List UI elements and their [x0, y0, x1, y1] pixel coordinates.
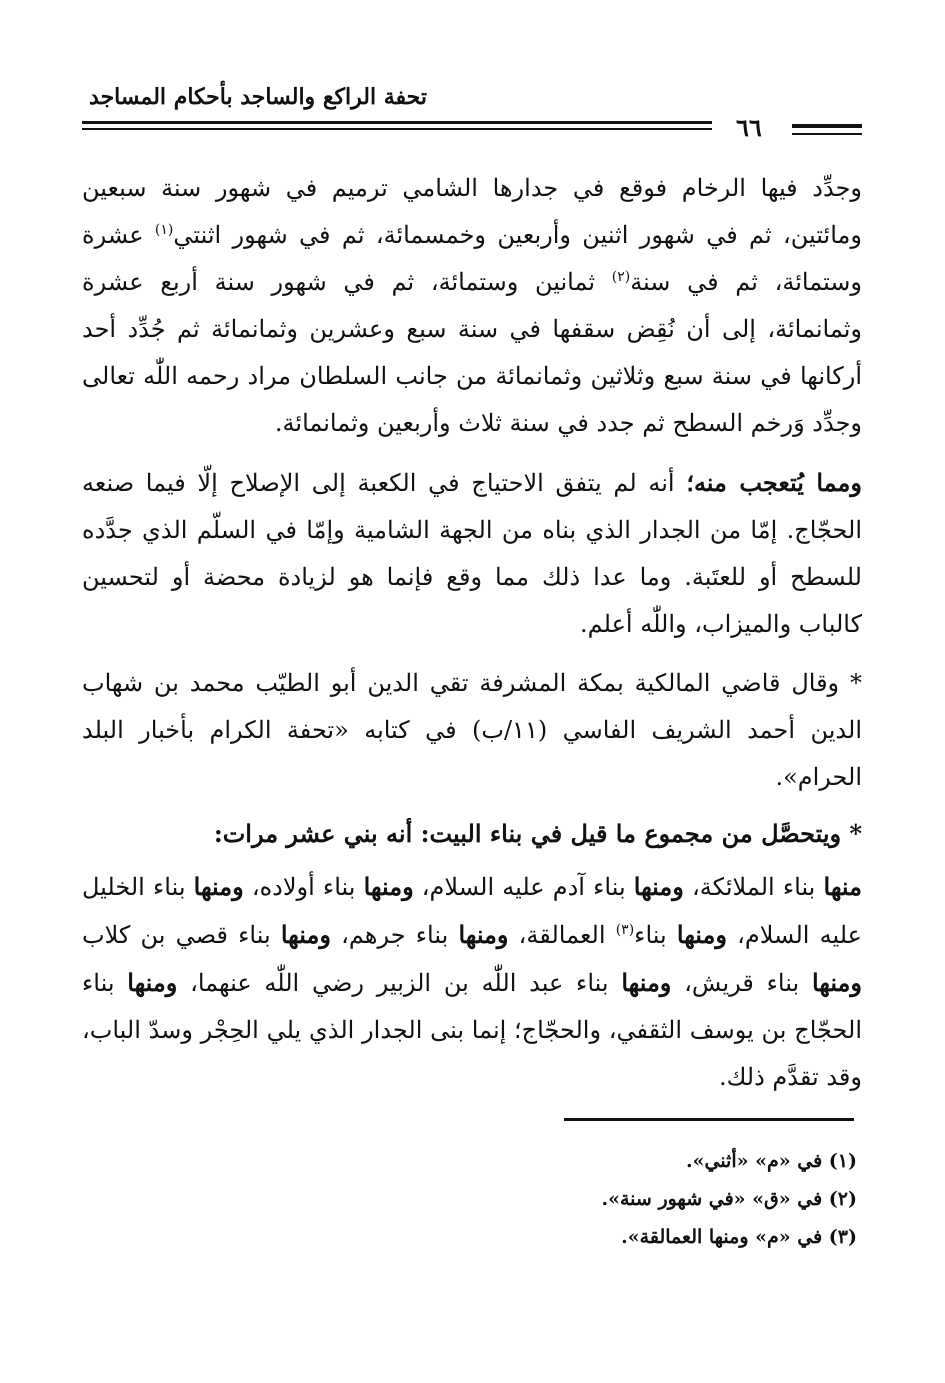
text-run: * وقال قاضي المالكية بمكة المشرفة تقي الدين أبو الطيّب محمد بن شهاب الدين أحمد الشريف الفاسي (١١/ب) في كتابه «تحفة الكرام بأخبار البلد الحرام». [82, 669, 862, 791]
text-run: بناء جرهم، [330, 921, 459, 949]
page-number: ٦٦ [736, 113, 762, 142]
text-run: بناء الملائكة، [683, 873, 824, 901]
text-run: وجدِّد فيها الرخام فوقع في جدارها الشامي ترميم في شهور سنة سبعين ومائتين، ثم في شهور اثنين وأربعين وخمسمائة، ثم في شهور اثنتي [82, 174, 862, 249]
paragraph-wonder [82, 459, 862, 648]
paragraph-lead: ومما يُتعجب منه؛ [686, 468, 863, 497]
main-text [82, 165, 862, 1110]
rule-thick-line [792, 124, 862, 128]
text-run: ثمانين وستمائة، ثم في شهور سنة أربع عشرة وثمانمائة، إلى أن نُقِض سقفها في سنة سبع وعشرين وثمانمائة ثم جُدِّد أحد أركانها في سنة سبع وثلاثين وثمانمائة من جانب السلطان مراد رحمه اللّٰه تعالى وجدِّد وَرخم السطح ثم جدد في سنة ثلاث وأربعين وثمانمائة. [82, 268, 862, 437]
text-run: بناء آدم عليه السلام، [413, 873, 634, 901]
bold-word: منها [823, 872, 862, 901]
section-heading: * ويتحصَّل من مجموع ما قيل في بناء البيت: أنه بني عشر مرات: [213, 819, 862, 848]
bold-word: ومنها [458, 920, 509, 949]
paragraph-renovations [82, 165, 862, 447]
footnote-ref-2[interactable]: (٢) [611, 269, 631, 285]
text-run: بناء الحجّاج بن يوسف الثقفي، والحجّاج؛ إنما بنى الجدار الذي يلي الحِجْر وسدّ الباب، وقد تقدَّم ذلك. [82, 969, 862, 1091]
text-run: بناء قصي بن كلاب [82, 921, 281, 949]
text-run: بناء قريش، [671, 969, 812, 997]
text-run: عشرة وستمائة، ثم في سنة [82, 221, 863, 296]
footnote-ref-3[interactable]: (٣) [615, 922, 635, 938]
footnote-1: (١) في «م» «أثني». [686, 1150, 857, 1172]
text-run: بناء [634, 921, 677, 949]
text-run: العمالقة، [508, 921, 616, 949]
text-run: بناء الخليل عليه السلام، [82, 873, 862, 949]
text-run: بناء أولاده، [243, 873, 364, 901]
bold-word: ومنها [280, 920, 331, 949]
text-run: بناء عبد اللّٰه بن الزبير رضي اللّٰه عنهما، [177, 969, 622, 997]
header-double-rule [82, 121, 712, 131]
bold-word: ومنها [633, 872, 684, 901]
bold-word: ومنها [811, 968, 862, 997]
footnotes [357, 1142, 857, 1256]
bold-word: ومنها [363, 872, 414, 901]
footnote-3: (٣) في «م» ومنها العمالقة». [621, 1226, 857, 1248]
rule-thin-line [792, 133, 862, 135]
running-title: تحفة الراكع والساجد بأحكام المساجد [89, 84, 427, 110]
paragraph-qadi-quote [82, 660, 862, 801]
footnote-separator [564, 1118, 854, 1121]
footnote-2: (٢) في «ق» «في شهور سنة». [601, 1188, 857, 1210]
bold-word: ومنها [621, 968, 672, 997]
rule-thin-line [82, 128, 712, 130]
bold-word: ومنها [676, 920, 727, 949]
text-run: أنه لم يتفق الاحتياج في الكعبة إلى الإصلاح إلّا فيما صنعه الحجّاج. إمّا من الجدار الذي بناه من الجهة الشامية وإمّا في السلّم الذي جدَّده للسطح أو للعتَبة. وما عدا ذلك مما وقع فإنما هو لزيادة محضة أو لتحسين كالباب والميزاب، واللّٰه أعلم. [82, 469, 863, 638]
footnote-ref-1[interactable]: (١) [154, 222, 174, 238]
rule-thick-line [82, 121, 712, 124]
paragraph-ten-buildings [82, 863, 862, 1101]
header-double-rule-short [792, 124, 862, 136]
bold-word: ومنها [193, 872, 244, 901]
bold-word: ومنها [127, 968, 178, 997]
